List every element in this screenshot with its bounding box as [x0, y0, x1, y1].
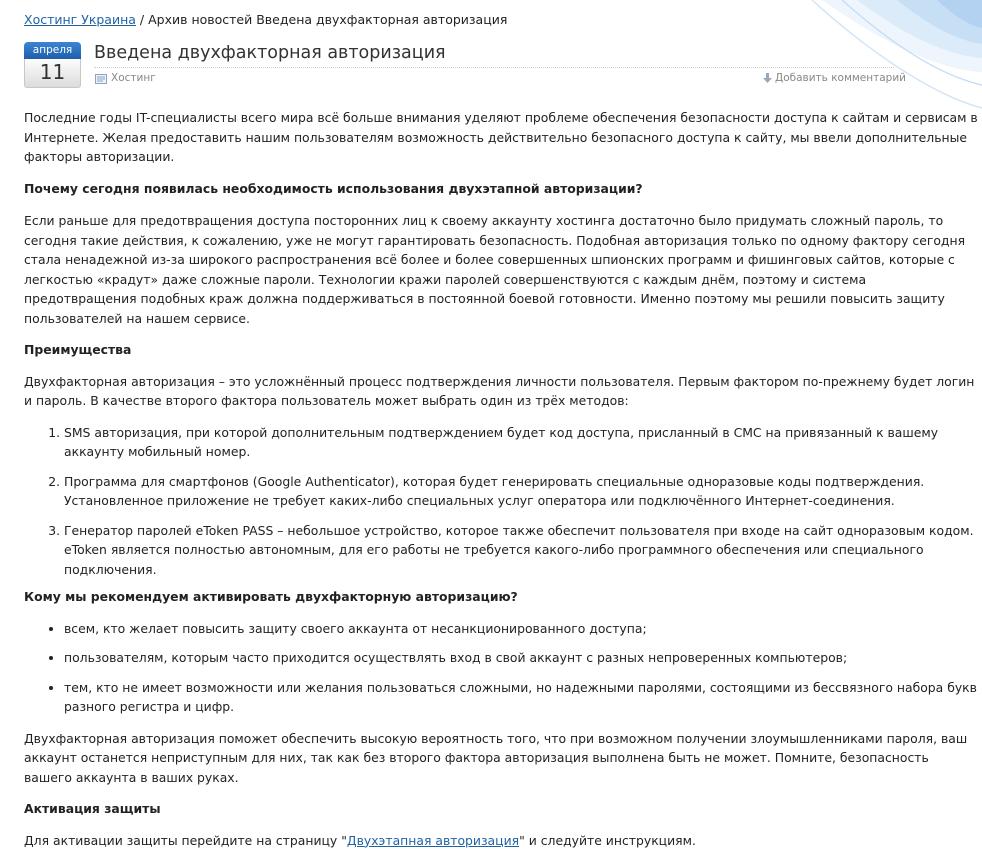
decorative-swirl: [802, 0, 982, 115]
add-comment-link[interactable]: [763, 72, 906, 84]
arrow-down-icon: [763, 73, 772, 83]
heading-advantages: Преимущества: [24, 340, 979, 360]
post-category: [95, 72, 156, 84]
breadcrumb-home-link[interactable]: Хостинг Украина: [24, 12, 136, 27]
activation-text-before: Для активации защиты перейдите на страницу ": [24, 833, 347, 848]
list-item: 3. Генератор паролей eToken PASS – небольшое устройство, которое также обеспечит пользователя при входе на сайт одноразовым кодом. eToken является полностью автономным, для его работы не требуется какого-либо программного обеспечения или специального подключения.: [64, 521, 979, 580]
category-label: Хостинг: [111, 72, 156, 84]
breadcrumb-current: Введена двухфакторная авторизация: [256, 12, 507, 27]
calendar-month: апреля: [24, 42, 81, 59]
activation-paragraph: [24, 831, 979, 850]
activation-text-after: " и следуйте инструкциям.: [519, 833, 696, 848]
folder-icon: [95, 73, 107, 84]
breadcrumb: [24, 12, 507, 27]
methods-list: [24, 423, 979, 580]
list-item: 2. Программа для смартфонов (Google Authenticator), которая будет генерировать специальные одноразовые коды подтверждения. Установленное приложение не требует каких-либо специальных услуг оператора или подключённого Интернет-соединения.: [64, 472, 979, 511]
page-title: Введена двухфакторная авторизация: [94, 43, 446, 63]
advantages-paragraph: Двухфакторная авторизация – это усложнённый процесс подтверждения личности пользователя. Первым фактором по-прежнему будет логин и пароль. В качестве второго фактора пользователь может выбрать один из трёх методов:: [24, 372, 979, 411]
summary-paragraph: Двухфакторная авторизация поможет обеспечить высокую вероятность того, что при возможном получении злоумышленниками пароля, ваш аккаунт останется неприступным для них, так как без второго фактора авторизация выполнена быть не может. Помните, безопасность вашего аккаунта в ваших руках.: [24, 729, 979, 788]
title-divider: [94, 67, 894, 68]
list-item: • тем, кто не имеет возможности или желания пользоваться сложными, но надежными паролями, состоящими из бессвязного набора букв разного регистра и цифр.: [64, 678, 979, 717]
why-paragraph: Если раньше для предотвращения доступа посторонних лиц к своему аккаунту хостинга достаточно было придумать сложный пароль, то сегодня такие действия, к сожалению, уже не могут гарантировать безопасность. Подобная авторизация только по одному фактору сегодня стала ненадежной из-за широкого распространения всё более и более совершенных шпионских программ и фишинговых сайтов, которые с легкостью «крадут» даже сложные пароли. Технологии кражи паролей совершенствуются с каждым днём, поэтому и система предотвращения подобных краж должна поддерживаться в постоянной боевой готовности. Именно поэтому мы решили повысить защиту пользователей на нашем сервисе.: [24, 211, 979, 328]
article-body: [24, 108, 979, 850]
heading-who: Кому мы рекомендуем активировать двухфакторную авторизацию?: [24, 587, 979, 607]
heading-why: Почему сегодня появилась необходимость использования двухэтапной авторизации?: [24, 179, 979, 199]
two-step-auth-link[interactable]: Двухэтапная авторизация: [347, 833, 519, 848]
add-comment-label[interactable]: Добавить комментарий: [775, 72, 906, 84]
list-item: • всем, кто желает повысить защиту своего аккаунта от несанкционированного доступа;: [64, 619, 979, 639]
intro-paragraph: Последние годы IT-специалисты всего мира всё больше внимания уделяют проблеме обеспечения безопасности доступа к сайтам и сервисам в Интернете. Желая предоставить нашим пользователям возможность действительно безопасного доступа к сайту, мы ввели дополнительные факторы авторизации.: [24, 108, 979, 167]
list-item: 1. SMS авторизация, при которой дополнительным подтверждением будет код доступа, присланный в СМС на привязанный к вашему аккаунту мобильный номер.: [64, 423, 979, 462]
list-item: • пользователям, которым часто приходится осуществлять вход в свой аккаунт с разных непроверенных компьютеров;: [64, 648, 979, 668]
breadcrumb-separator: /: [136, 12, 148, 27]
date-calendar-badge: [24, 42, 81, 89]
heading-activation: Активация защиты: [24, 799, 979, 819]
audience-list: [24, 619, 979, 717]
breadcrumb-archive: Архив новостей: [148, 12, 252, 27]
calendar-day: 11: [24, 59, 81, 88]
